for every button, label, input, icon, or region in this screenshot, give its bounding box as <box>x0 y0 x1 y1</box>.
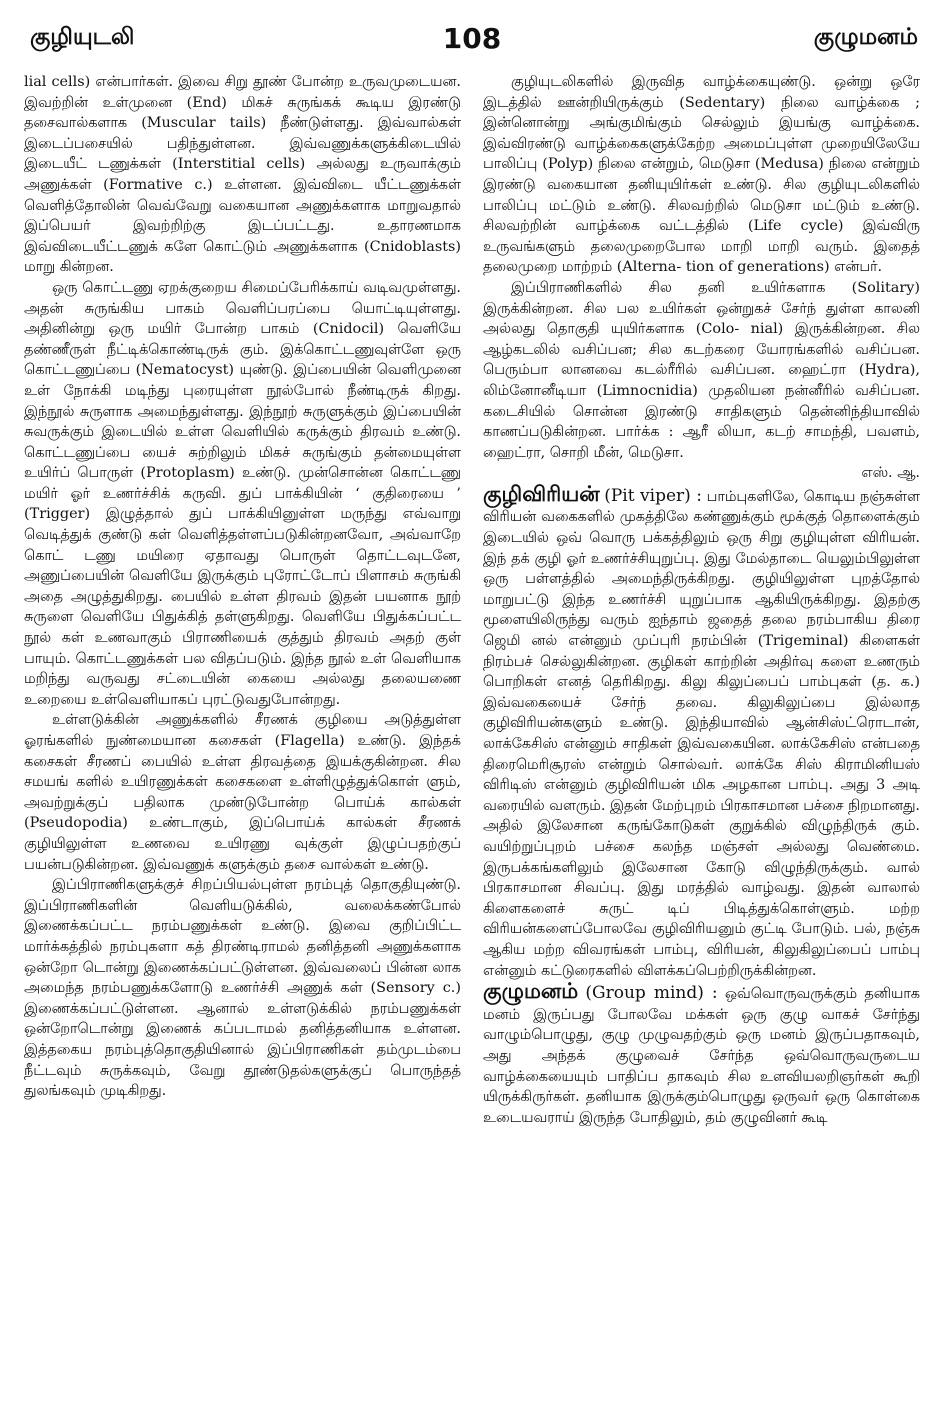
author-signature: எஸ். ஆ. <box>861 465 920 482</box>
right-column <box>483 72 920 1392</box>
entry-body: பாம்புகளிலே, கொடிய நஞ்சுள்ள விரியன் வகைகளில் முகத்திலே கண்ணுக்கும் மூக்குத் தொளைக்கும் இடையில் ஒவ் வொரு பக்கத்திலும் ஒரு சிறு குழியுள்ள விரியன். இந் தக் குழி ஓர் உணர்ச்சியுறுப்பு. இது மேல்தாடை யெலும்பிலுள்ள ஒரு பள்ளத்தில் அமைந்திருக்கிறது. குழியிலுள்ள புறத்தோல் மாறுபட்டு இந்த உணர்ச்சி யுறுப்பாக ஆகியிருக்கிறது. இதற்கு மூளையிலிருந்து வரும் ஐந்தாம் ஜதைத் தலை நரம்பாகிய திரை ஜெமி னல் என்னும் முப்புரி நரம்பின் (Trigeminal) கிளைகள் நிரம்பச் செல்லுகின்றன. குழிகள் காற்றின் அதிர்வு களை உணரும் பொறிகள் எனத் தெரிகிறது. கிலு கிலுப்பைப் பாம்புகள் (த. க.) இவ்வகையைச் சேர்ந் தவை. கிலுகிலுப்பை இல்லாத குழிவிரியன்களும் உண்டு. இந்தியாவில் ஆன்சிஸ்ட்ரொடான், லாக்கேசிஸ் என்னும் சாதிகள் இவ்வகையின. லாக்கேசிஸ் என்பதை திரைமெரிசூரஸ் என்றும் சொல்வர். லாக்கே சிஸ் கிராமினியஸ் விரிடிஸ் என்னும் குழிவிரியன் மிக அழகான பாம்பு. அது 3 அடி வரையில் வளரும். இதன் மேற்புறம் பிரகாசமான பச்சை நிறமானது. அதில் இலேசான கருங்கோடுகள் குறுக்கில் விழுந்திருக் கும். வயிற்றுப்புறம் பச்சை கலந்த மஞ்சள் அல்லது வெண்மை. இருபக்கங்களிலும் இலேசான கோடு விழுந்திருக்கும். வால் பிரகாசமான சிவப்பு. இது மரத்தில் வாழ்வது. இதன் வாலால் கிளைகளைச் சுருட் டிப் பிடித்துக்கொள்ளும். மற்ற விரியன்களைப்போலவே குழிவிரியனும் குட்டி போடும். பல், நஞ்சு ஆகிய மற்ற விவரங்கள் பாம்பு, விரியன், கிலுகிலுப்பைப் பாம்பு என்னும் கட்டுரைகளில் விளக்கப்பெற்றிருக்கின்றன. <box>483 488 920 979</box>
entry-english-term: (Pit viper) : <box>604 485 702 506</box>
entry-kuzhiviriyan <box>483 481 920 981</box>
entry-body: ஒவ்வொருவருக்கும் தனியாக மனம் இருப்பது போலவே மக்கள் ஒரு குழு வாகச் சேர்ந்து வாழும்பொழுது, குழு முழுவதற்கும் ஒரு மனம் இருப்பதாகவும், அது அந்தக் குழுவைச் சேர்ந்த ஒவ்வொருவருடைய வாழ்க்கையையும் பாதிப்ப தாகவும் சில உளவியலறிஞர்கள் கூறி யிருக்கிருர்கள். தனியாக இருக்கும்பொழுது ஒருவர் ஒரு கொள்கை உடையவராய் இருந்த போதிலும், தம் குழுவினர் கூடி <box>483 986 920 1126</box>
entry-english-term: (Group mind) : <box>585 983 718 1004</box>
entry-kuzhumanam <box>483 981 920 1128</box>
page-header <box>24 14 920 66</box>
paragraph: குழியுடலிகளில் இருவித வாழ்க்கையுண்டு. ஒன்று ஒரே இடத்தில் ஊன்றியிருக்கும் (Sedentary) நிலை வாழ்க்கை ; இன்னொன்று அங்குமிங்கும் செல்லும் இயங்கு வாழ்க்கை. இவ்விரண்டு வாழ்க்கைகளுக்கேற்ற அமைப்புள்ள முறையிலேயே பாலிப்பு (Polyp) நிலை என்றும், மெடுசா (Medusa) நிலை என்றும் இரண்டு வகையான தனியுயிர்கள் உண்டு. சில குழியுடலிகளில் பாலிப்பு மட்டும் உண்டு. சிலவற்றில் மெடுசா மட்டும் உண்டு. சிலவற்றின் வாழ்க்கை வட்டத்தில் (Life cycle) இவ்விரு உருவங்களும் தலைமுறைபோல மாறி மாறி வரும். இதைத் தலைமுறை மாற்றம் (Alterna- tion of generations) என்பர். <box>483 74 920 276</box>
paragraph: உள்ளடுக்கின் அணுக்களில் சீரணக் குழியை அடுத்துள்ள ஓரங்களில் நுண்மையான கசைகள் (Flagella) உண்டு. இந்தக் கசைகள் சீரணப் பையில் உள்ள திரவத்தை இயக்குகின்றன. சில சமயங் களில் உயிரணுக்கள் கசைகளை உள்ளிழுத்துக்கொள் ளும், அவற்றுக்குப் பதிலாக முண்டுபோன்ற பொய்க் கால்கள் (Pseudopodia) உண்டாகும், இப்பொய்க் கால்கள் சீரணக் குழியிலுள்ள உணவை உயிரணு வுக்குள் இழுப்பதற்குப் பயன்படுகின்றன. இவ்வணுக் களுக்கும் தசை வால்கள் உண்டு. <box>24 712 461 873</box>
entry-headword: குழிவிரியன் <box>483 481 600 506</box>
running-head-right: குழுமனம் <box>813 24 918 50</box>
left-column <box>24 72 461 1392</box>
running-head-left: குழியுடலி <box>30 24 135 50</box>
paragraph: இப்பிராணிகளுக்குச் சிறப்பியல்புள்ள நரம்புத் தொகுதியுண்டு. இப்பிராணிகளின் வெளியடுக்கில், வலைக்கண்போல் இணைக்கப்பட்ட நரம்பணுக்கள் உண்டு. இவை குறிப்பிட்ட மார்க்கத்தில் நரம்புகளா கத் திரண்டிராமல் தனித்தனி அணுக்களாக ஒன்றோ டொன்று இணைக்கப்பட்டுள்ளன. இவ்வலைப் பின்ன லாக அமைந்த நரம்பணுக்களோடு உணர்ச்சி அணுக் கள் (Sensory c.) இணைக்கப்பட்டுள்ளன. ஆனால் உள்ளடுக்கில் நரம்பணுக்கள் ஒன்றோடொன்று இணைக் கப்படாமல் தனித்தனியாக உள்ளன. இத்தகைய நரம்புத்தொகுதியினால் இப்பிராணிகள் தம்முடம்பை நீட்டவும் சுருக்கவும், வேறு தூண்டுதல்களுக்குப் பொருந்தத் துலங்கவும் முடிகிறது. <box>24 877 461 1100</box>
paragraph: lial cells) என்பார்கள். இவை சிறு தூண் போன்ற உருவமுடையன. இவற்றின் உள்முனை (End) மிகச் சுருங்கக் கூடிய இரண்டு தசைவால்களாக (Muscular tails) நீண்டுள்ளது. இவ்வால்கள் இடைப்பசையில் பதிந்துள்ளன. இவ்வணுக்களுக்கிடையில் இடையீட் டணுக்கள் (Interstitial cells) அல்லது உருவாக்கும் அணுக்கள் (Formative c.) உள்ளன. இவ்விடை யீட்டணுக்கள் வெளித்தோலின் வெவ்வேறு வகையான அணுக்களாக மாறுவதால் இப்பெயர் இவற்றிற்கு இடப்பட்டது. உதாரணமாக இவ்விடையீட்டணுக் களே கொட்டும் அணுக்களாக (Cnidoblasts) மாறு கின்றன. <box>24 74 461 276</box>
document-page <box>24 14 920 1414</box>
page-number: 108 <box>442 22 502 55</box>
paragraph: இப்பிராணிகளில் சில தனி உயிர்களாக (Solitary) இருக்கின்றன. சில பல உயிர்கள் ஒன்றுகச் சேர்ந் துள்ள காலனி அல்லது தொகுதி யுயிர்களாக (Colo- nial) இருக்கின்றன. சில ஆழ்கடலில் வசிப்பன; சில கடற்கரை யோரங்களில் வசிப்பன. பெரும்பா லானவை கடல்ரீரில் வசிப்பன. ஹைட்ரா (Hydra), லிம்னோனீடியா (Limnocnidia) முதலியன நன்னீரில் வசிப்பன. கடைசியில் சொன்ன இரண்டு சாதிகளும் தென்னிந்தியாவில் காணப்படுகின்றன. பார்க்க : ஆரீ லியா, கடற் சாமந்தி, பவளம், ஹைட்ரா, சொறி மீன், மெடுசா. <box>483 279 920 461</box>
text-columns <box>24 72 920 1392</box>
entry-headword: குழுமனம் <box>483 979 579 1004</box>
paragraph: ஒரு கொட்டணு ஏறக்குறைய சிமைப்பேரிக்காய் வடிவமுள்ளது. அதன் சுருங்கிய பாகம் வெளிப்பரப்பை யொட்டியுள்ளது. அதினின்று ஒரு மயிர் போன்ற பாகம் (Cnidocil) வெளியே தண்ணீருள் நீட்டிக்கொண்டிருக் கும். இக்கொட்டணுவுள்ளே ஒரு கொட்டணுப்பை (Nematocyst) யுண்டு. இப்பையின் வெளிமுனை உள் நோக்கி மடிந்து புரையுள்ள நூல்போல் நீண்டிருக் கிறது. இந்நூல் சுருளாக அமைந்துள்ளது. இந்நூற் சுருளுக்கும் இப்பையின் சுவருக்கும் இடையில் உள்ள வெளியில் கருக்கும் திரவம் உண்டு. கொட்டணுப்பை யைச் சுற்றிலும் மிகச் சுருங்கும் தன்மையுள்ள உயிர்ப் பொருள் (Protoplasm) உண்டு. முன்சொன்ன கொட்டணு மயிர் ஓர் உணர்ச்சிக் கருவி. துப் பாக்கியின் ‘ குதிரையை ’ (Trigger) இழுத்தால் துப் பாக்கியினுள்ள மருந்து எவ்வாறு வெடித்துக் குண்டு கள் வெளித்தள்ளப்படுகின்றனவோ, அவ்வாறே கொட் டணு மயிரை ஏதாவது பொருள் தொட்டவுடனே, அணுப்பையின் வெளியே இருக்கும் புரோட்டோப் பிளாசம் சுருங்கி அதை அழுத்துகிறது. பையில் உள்ள திரவம் இதன் பயனாக நூற் சுருளை வெளியே பிதுக்கித் தள்ளுகிறது. வெளியே பிதுக்கப்பட்ட நூல் கள் உணவாகும் பிராணியைக் குத்தும் திரவம் அதற் குள் பாயும். கொட்டணுக்கள் பல விதப்படும். இந்த நூல் உள் வெளியாக மறிந்து வருவது சட்டையின் கையை அல்லது தலையணை உறையை உள்வெளியாகப் புரட்டுவதுபோன்றது. <box>24 279 461 708</box>
